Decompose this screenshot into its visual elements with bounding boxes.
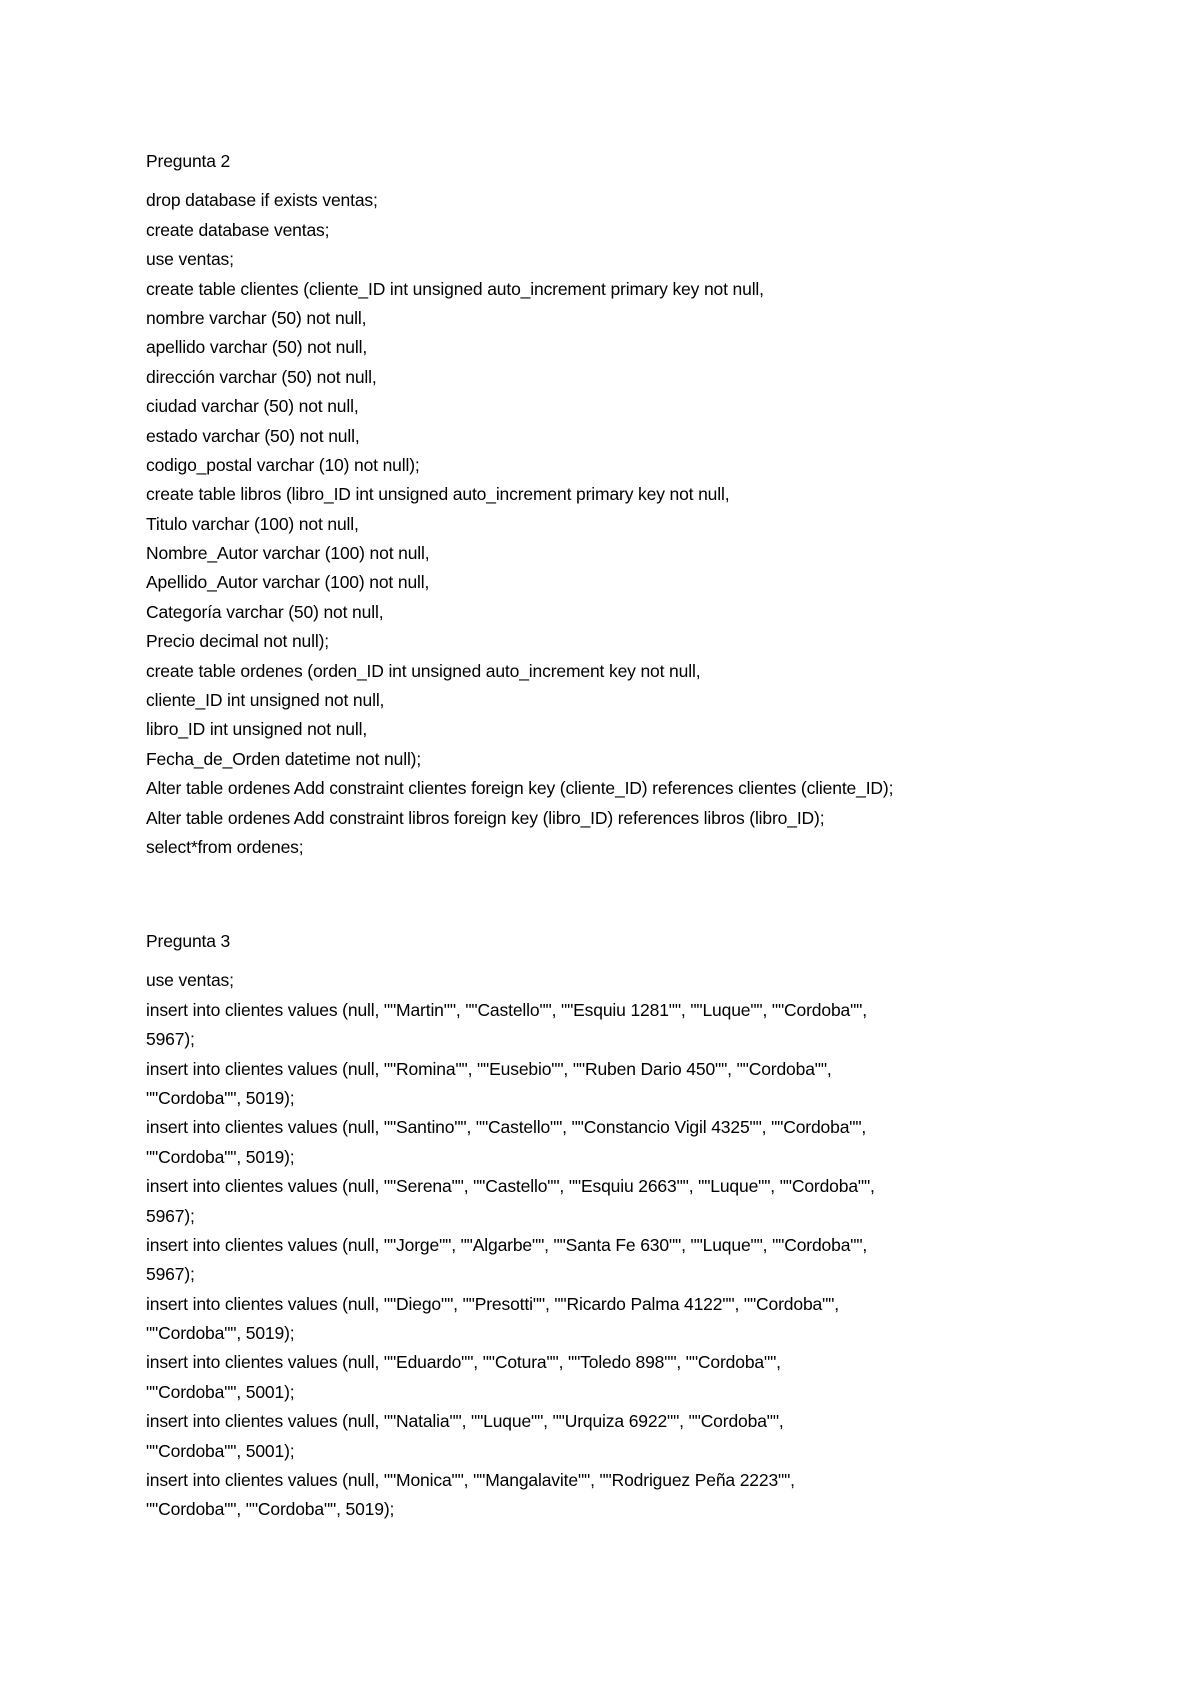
code-line: Alter table ordenes Add constraint libros foreign key (libro_ID) references libros (libro_ID);	[146, 807, 825, 828]
code-line: dirección varchar (50) not null,	[146, 366, 377, 387]
section-heading: Pregunta 3	[146, 931, 231, 951]
code-line: Titulo varchar (100) not null,	[146, 513, 359, 534]
code-line: create database ventas;	[146, 219, 330, 240]
section-heading: Pregunta 2	[146, 151, 231, 171]
code-line: apellido varchar (50) not null,	[146, 337, 368, 358]
code-line: Alter table ordenes Add constraint clientes foreign key (cliente_ID) references clientes (cliente_ID);	[146, 778, 894, 799]
code-line: ""Cordoba"", 5001);	[146, 1440, 295, 1461]
code-line: codigo_postal varchar (10) not null);	[146, 454, 420, 475]
code-line: insert into clientes values (null, ""Diego"", ""Presotti"", ""Ricardo Palma 4122"", ""Cordoba"",	[146, 1293, 839, 1314]
code-line: estado varchar (50) not null,	[146, 425, 360, 446]
section-pregunta-3	[146, 927, 1126, 1525]
code-line: use ventas;	[146, 249, 234, 270]
code-line: 5967);	[146, 1029, 195, 1050]
code-line: insert into clientes values (null, ""Eduardo"", ""Cotura"", ""Toledo 898"", ""Cordoba"",	[146, 1352, 781, 1373]
code-line: insert into clientes values (null, ""Martin"", ""Castello"", ""Esquiu 1281"", ""Luque"", ""Cordoba"",	[146, 999, 867, 1020]
section-pregunta-2	[146, 147, 1126, 862]
code-line: create table ordenes (orden_ID int unsigned auto_increment key not null,	[146, 660, 701, 681]
code-line: select*from ordenes;	[146, 836, 304, 857]
code-line: libro_ID int unsigned not null,	[146, 719, 368, 740]
code-line: 5967);	[146, 1264, 195, 1285]
code-line: insert into clientes values (null, ""Santino"", ""Castello"", ""Constancio Vigil 4325"", ""Cordoba"",	[146, 1117, 867, 1138]
code-line: insert into clientes values (null, ""Romina"", ""Eusebio"", ""Ruben Dario 450"", ""Cordoba"",	[146, 1058, 832, 1079]
code-line: cliente_ID int unsigned not null,	[146, 690, 385, 711]
code-line: use ventas;	[146, 970, 234, 991]
code-line: ""Cordoba"", 5019);	[146, 1087, 295, 1108]
code-line: insert into clientes values (null, ""Natalia"", ""Luque"", ""Urquiza 6922"", ""Cordoba"",	[146, 1411, 784, 1432]
code-line: nombre varchar (50) not null,	[146, 307, 367, 328]
code-line: create table libros (libro_ID int unsigned auto_increment primary key not null,	[146, 484, 730, 505]
code-line: create table clientes (cliente_ID int unsigned auto_increment primary key not null,	[146, 278, 764, 299]
code-line: ""Cordoba"", 5019);	[146, 1146, 295, 1167]
code-line: ""Cordoba"", ""Cordoba"", 5019);	[146, 1499, 395, 1520]
code-line: Fecha_de_Orden datetime not null);	[146, 748, 422, 769]
code-line: Nombre_Autor varchar (100) not null,	[146, 543, 430, 564]
code-line: insert into clientes values (null, ""Jorge"", ""Algarbe"", ""Santa Fe 630"", ""Luque"", ""Cordoba"",	[146, 1234, 868, 1255]
code-line: ciudad varchar (50) not null,	[146, 396, 359, 417]
code-line: drop database if exists ventas;	[146, 190, 378, 211]
code-line: ""Cordoba"", 5019);	[146, 1323, 295, 1344]
code-line: Apellido_Autor varchar (100) not null,	[146, 572, 430, 593]
code-line: insert into clientes values (null, ""Serena"", ""Castello"", ""Esquiu 2663"", ""Luque"", ""Cordoba"",	[146, 1176, 875, 1197]
code-line: ""Cordoba"", 5001);	[146, 1381, 295, 1402]
code-line: Precio decimal not null);	[146, 631, 329, 652]
code-line: 5967);	[146, 1205, 195, 1226]
code-line: insert into clientes values (null, ""Monica"", ""Mangalavite"", ""Rodriguez Peña 2223"",	[146, 1470, 795, 1491]
code-line: Categoría varchar (50) not null,	[146, 601, 384, 622]
